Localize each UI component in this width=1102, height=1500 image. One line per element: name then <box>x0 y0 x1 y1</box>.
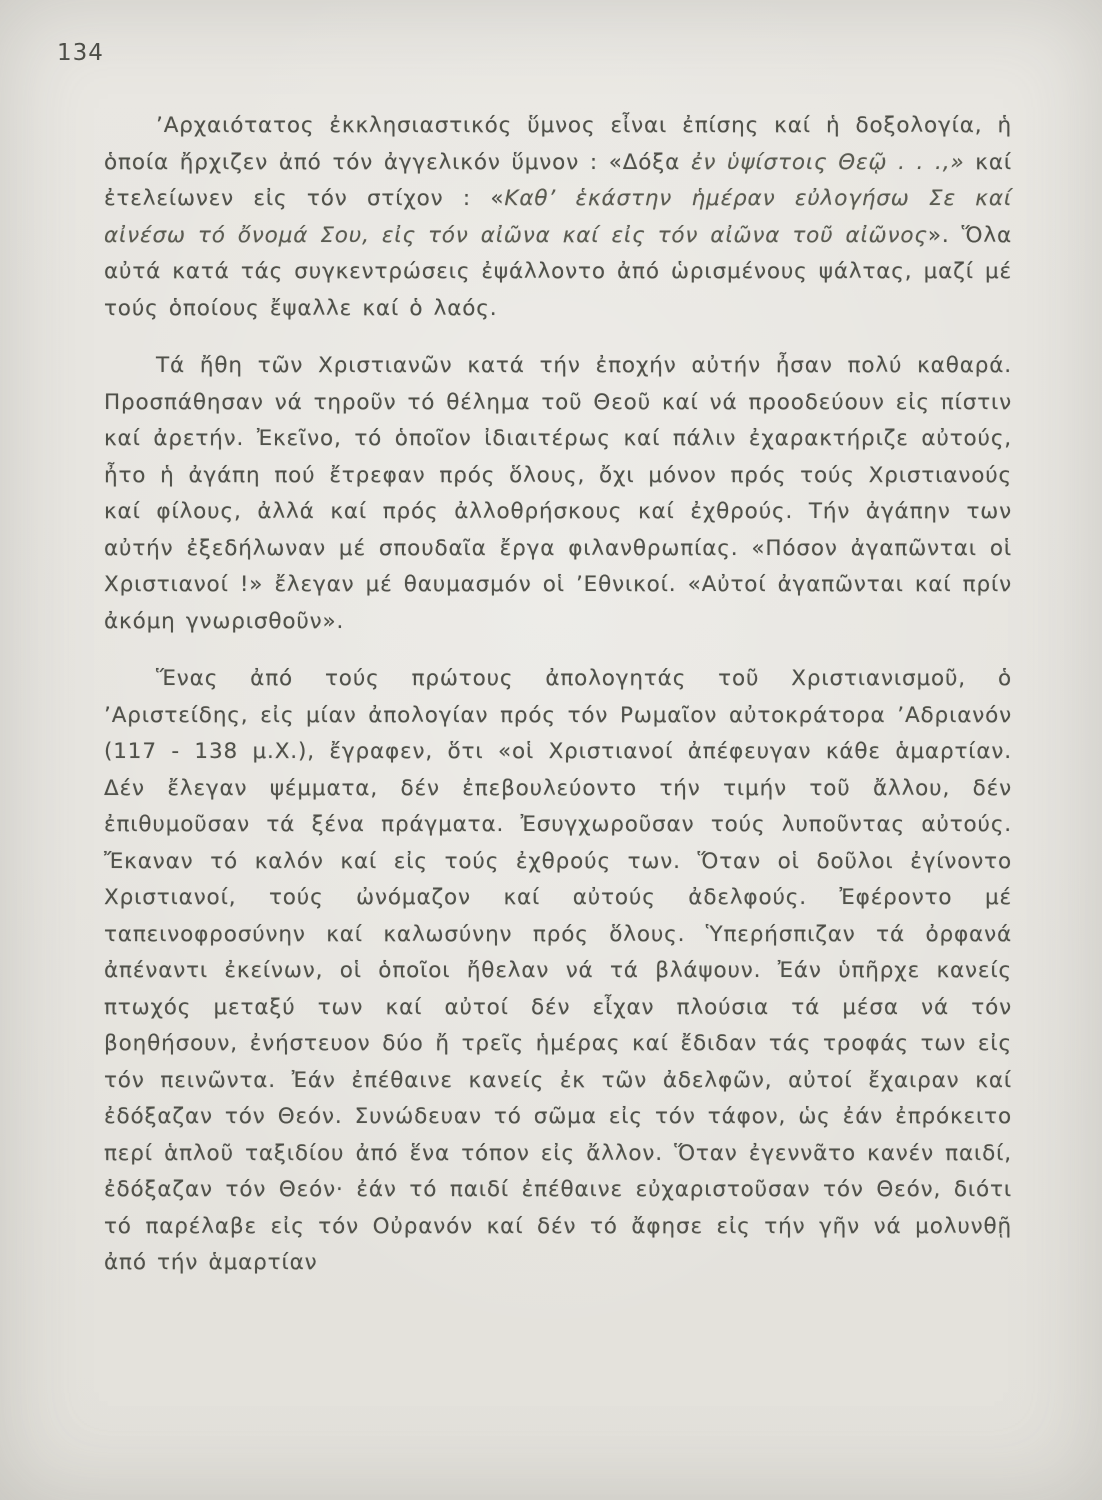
paragraph-run: ’Αρχαιότατος ἐκκλησιαστικός ὕμνος εἶναι ἐπίσης καί ἡ δοξολογία, ἡ ὁποία ἤρχιζεν ἀπό τόν ἀγγελικόν ὕμνον : «Δόξα <box>104 113 1012 175</box>
page-number: 134 <box>57 40 104 66</box>
paragraph-run: ». Ὅλα αὐτά κατά τάς συγκεντρώσεις ἐψάλλοντο ἀπό ὡρισμένους ψάλτας, μαζί μέ τούς ὁποίους ἔψαλλε καί ὁ λαός. <box>104 222 1012 321</box>
verse-quote-italic: Καθ’ ἑκάστην ἡμέραν εὐλογήσω Σε καί αἰνέσω τό ὄνομά Σου, εἰς τόν αἰῶνα καί εἰς τόν αἰῶνα τοῦ αἰῶνος <box>104 186 1012 248</box>
paragraph-aristides-apology: Ἕνας ἀπό τούς πρώτους ἀπολογητάς τοῦ Χριστιανισμοῦ, ὁ ’Αριστείδης, εἰς μίαν ἀπολογίαν πρός τόν Ρωμαῖον αὐτοκράτορα ’Αδριανόν (117 - 138 μ.Χ.), ἔγραφεν, ὅτι «οἱ Χριστιανοί ἀπέφευγαν κάθε ἁμαρτίαν. Δέν ἔλεγαν ψέμματα, δέν ἐπεβουλεύοντο τήν τιμήν τοῦ ἄλλου, δέν ἐπιθυμοῦσαν τά ξένα πράγματα. Ἐσυγχωροῦσαν τούς λυποῦντας αὐτούς. Ἔκαναν τό καλόν καί εἰς τούς ἐχθρούς των. Ὅταν οἱ δοῦλοι ἐγίνοντο Χριστιανοί, τούς ὠνόμαζον καί αὐτούς ἀδελφούς. Ἐφέροντο μέ ταπεινοφροσύνην καί καλωσύνην πρός ὅλους. Ὑπερήσπιζαν τά ὀρφανά ἀπέναντι ἐκείνων, οἱ ὁποῖοι ἤθελαν νά τά βλάψουν. Ἐάν ὑπῆρχε κανείς πτωχός μεταξύ των καί αὐτοί δέν εἶχαν πλούσια τά μέσα νά τόν βοηθήσουν, ἐνήστευον δύο ἤ τρεῖς ἡμέρας καί ἔδιδαν τάς τροφάς των εἰς τόν πεινῶντα. Ἐάν ἐπέθαινε κανείς ἐκ τῶν ἀδελφῶν, αὐτοί ἔχαιραν καί ἐδόξαζαν τόν Θεόν. Συνώδευαν τό σῶμα εἰς τόν τάφον, ὡς ἐάν ἐπρόκειτο περί ἁπλοῦ ταξιδίου ἀπό ἕνα τόπον εἰς ἄλλον. Ὅταν ἐγεννᾶτο κανέν παιδί, ἐδόξαζαν τόν Θεόν· ἐάν τό παιδί ἐπέθαινε εὐχαριστοῦσαν τόν Θεόν, διότι τό παρέλαβε εἰς τόν Οὐρανόν καί δέν τό ἄφησε εἰς τήν γῆν νά μολυνθῇ ἀπό τήν ἁμαρτίαν <box>104 666 1012 1275</box>
hymn-quote-italic: ἐν ὑψίστοις Θεῷ . . .,» <box>690 149 965 175</box>
paragraph-run: καί ἐτελείωνεν εἰς τόν στίχον : « <box>104 149 1012 211</box>
paragraph-christian-morals: Τά ἤθη τῶν Χριστιανῶν κατά τήν ἐποχήν αὐτήν ἦσαν πολύ καθαρά. Προσπάθησαν νά τηροῦν τό θέλημα τοῦ Θεοῦ καί νά προοδεύουν εἰς πίστιν καί ἀρετήν. Ἐκεῖνο, τό ὁποῖον ἰδιαιτέρως καί πάλιν ἐχαρακτήριζε αὐτούς, ἦτο ἡ ἀγάπη πού ἔτρεφαν πρός ὅλους, ὄχι μόνον πρός τούς Χριστιανούς καί φίλους, ἀλλά καί πρός ἀλλοθρήσκους καί ἐχθρούς. Τήν ἀγάπην των αὐτήν ἐξεδήλωναν μέ σπουδαῖα ἔργα φιλανθρωπίας. «Πόσον ἀγαπῶνται οἱ Χριστιανοί !» ἔλεγαν μέ θαυμασμόν οἱ ’Εθνικοί. «Αὐτοί ἀγαπῶνται καί πρίν ἀκόμη γνωρισθοῦν». <box>104 353 1012 634</box>
text-block <box>104 108 1012 1282</box>
paragraph-doxology <box>104 108 1012 327</box>
